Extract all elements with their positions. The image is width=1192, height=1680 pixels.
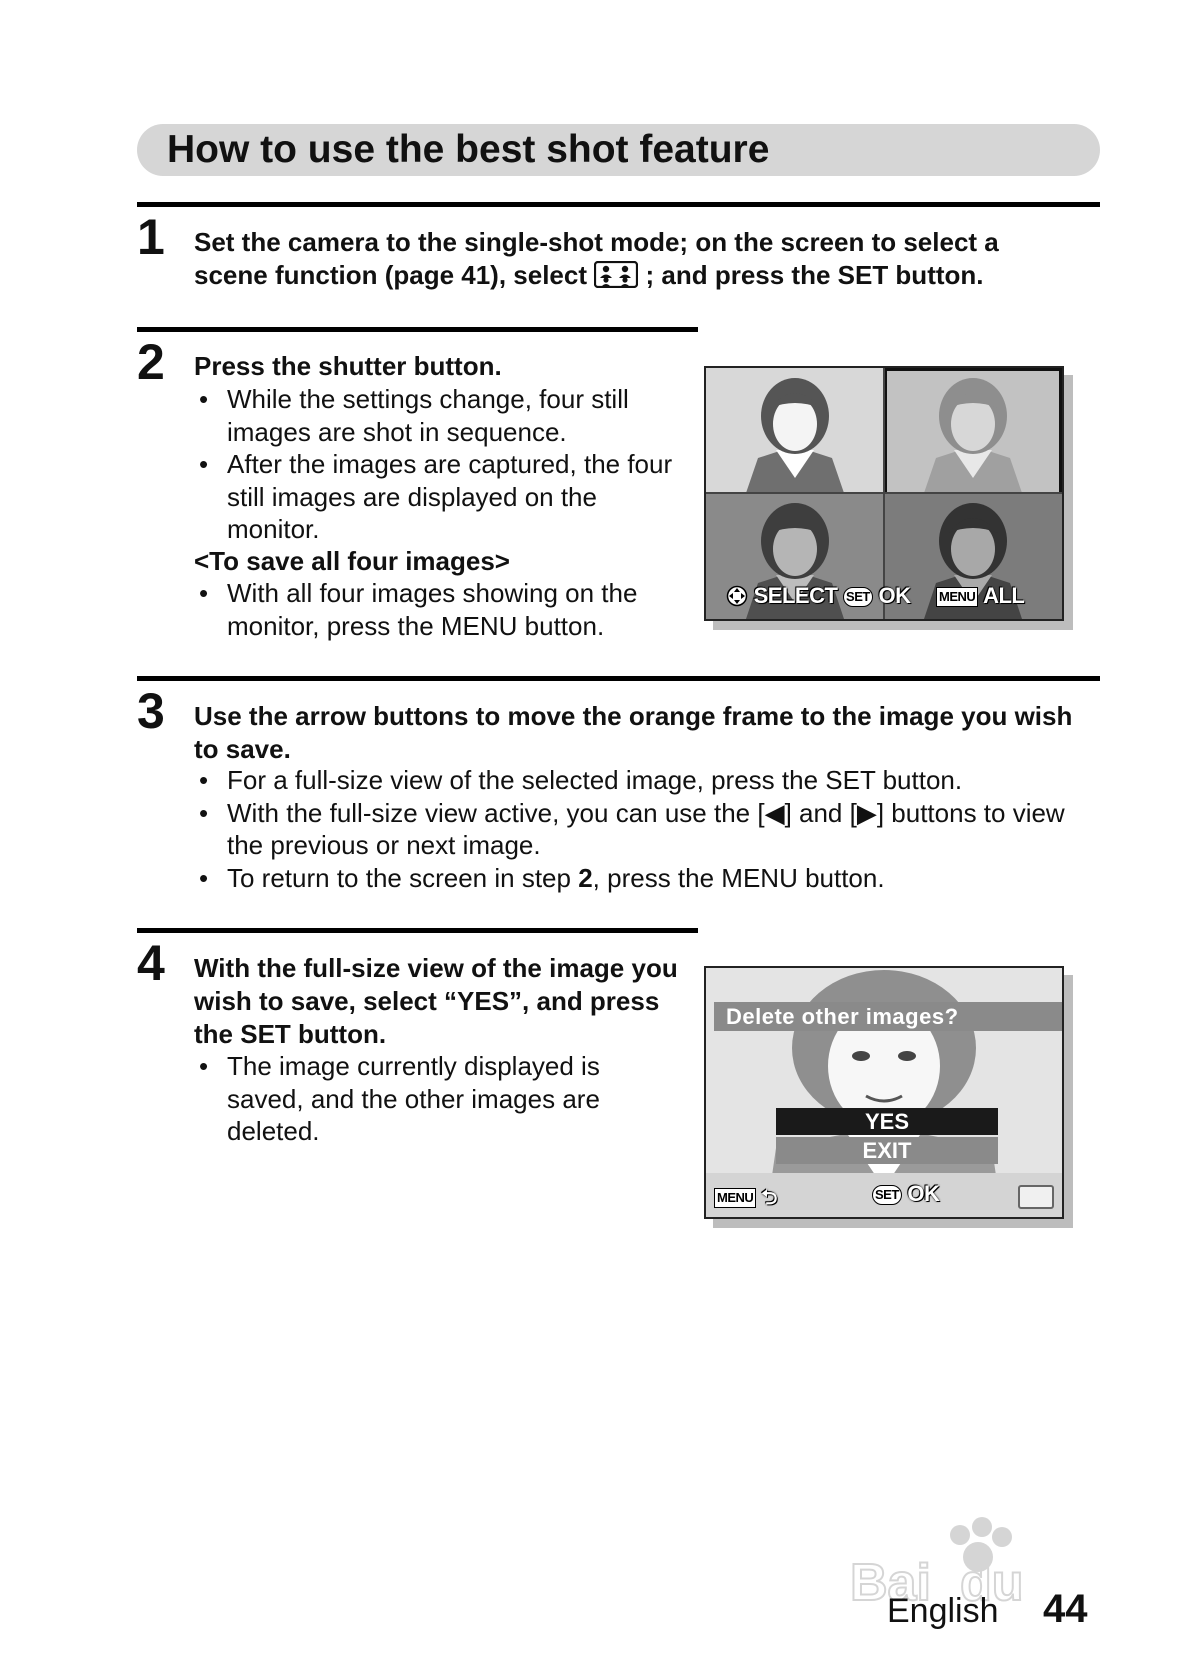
delete-confirm-screen	[704, 966, 1064, 1219]
step-4-number: 4	[137, 935, 165, 991]
step-2-bullets	[194, 383, 674, 546]
yes-option[interactable]: YES	[776, 1108, 998, 1135]
svg-text:du: du	[960, 1554, 1024, 1612]
step-1-rule	[137, 202, 1100, 207]
four-person-scene-icon	[594, 261, 638, 288]
section-title-bar	[137, 124, 1100, 176]
page-number: 44	[1043, 1587, 1088, 1631]
step-3-rule	[137, 676, 1100, 681]
step-3-heading: Use the arrow buttons to move the orange frame to the image you wish to save.	[194, 701, 1073, 764]
list-item: • For a full-size view of the selected image, press the SET button.	[194, 764, 1094, 797]
exit-option[interactable]: EXIT	[776, 1137, 998, 1164]
menu-button-icon: MENU	[714, 1188, 756, 1208]
step-2-rule	[137, 327, 698, 332]
step-3-bullets	[194, 764, 1094, 894]
orange-selection-frame[interactable]	[884, 368, 1062, 495]
grid-divider-v	[883, 368, 885, 619]
step-4-rule	[137, 928, 698, 933]
four-image-screen	[704, 366, 1064, 621]
list-item	[194, 862, 1094, 895]
osd-select-group	[726, 583, 910, 609]
list-item: • After the images are captured, the four still images are displayed on the monitor.	[194, 448, 674, 546]
step-2-subheading: <To save all four images>	[194, 546, 510, 576]
osd-ok-label: OK	[878, 583, 911, 608]
svg-text:Bai: Bai	[850, 1554, 931, 1612]
battery-icon	[1018, 1185, 1054, 1209]
step-1-heading	[194, 226, 1094, 292]
step-4-bullets	[194, 1050, 664, 1148]
arrow-pad-icon	[726, 585, 748, 607]
thumbnail-1	[706, 368, 884, 493]
dialog-title: Delete other images?	[714, 1002, 1064, 1031]
step-2-heading: Press the shutter button.	[194, 351, 502, 381]
osd-ok-label: OK	[907, 1181, 940, 1206]
step-2-sub-bullets	[194, 577, 684, 642]
list-item-text-c: , press the MENU button.	[592, 862, 885, 893]
step-1-number: 1	[137, 209, 165, 265]
step-ref: 2	[578, 862, 593, 893]
step-3-number: 3	[137, 683, 165, 739]
menu-button-icon: MENU	[936, 587, 978, 607]
list-item: • While the settings change, four still images are shot in sequence.	[194, 383, 674, 448]
list-item: • The image currently displayed is saved, and the other images are deleted.	[194, 1050, 664, 1148]
list-item: • With all four images showing on the monitor, press the MENU button.	[194, 577, 684, 642]
step-1-heading-line1: Set the camera to the single-shot mode; on the screen to select a	[194, 227, 999, 257]
osd-all-group	[936, 583, 1024, 609]
return-arrow-icon: ⮌	[761, 1187, 777, 1209]
list-item: • With the full-size view active, you can use the [◀] and [▶] buttons to view the previous or next image.	[194, 797, 1094, 862]
osd-back-group	[714, 1183, 777, 1217]
list-item-text-a: To return to the screen in step	[227, 862, 579, 893]
set-button-icon: SET	[843, 587, 873, 607]
page-title: How to use the best shot feature	[167, 128, 770, 171]
step-1-heading-line2-end: ; and press the SET button.	[645, 260, 984, 290]
set-button-icon: SET	[872, 1185, 902, 1205]
step-2-number: 2	[137, 334, 165, 390]
osd-ok-group	[872, 1181, 939, 1207]
osd-select-label: SELECT	[753, 583, 838, 608]
step-4-heading: With the full-size view of the image you wish to save, select “YES”, and press the SET button.	[194, 953, 678, 1049]
osd-all-label: ALL	[983, 583, 1025, 608]
dialog-bottom-bar	[706, 1173, 1062, 1217]
footer-language: English	[887, 1592, 999, 1630]
step-1-heading-line2: scene function (page 41), select	[194, 260, 588, 290]
